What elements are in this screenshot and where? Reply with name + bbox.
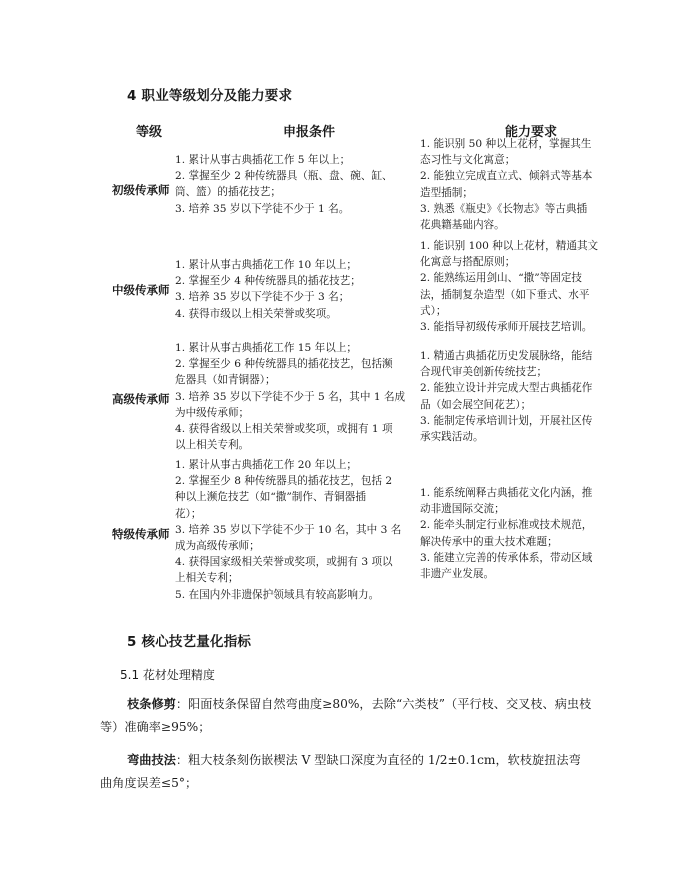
condition-line: 以上相关专利。 xyxy=(175,439,250,452)
section-4-heading: 4 职业等级划分及能力要求 xyxy=(127,88,293,104)
section-5-heading: 5 核心技艺量化指标 xyxy=(127,634,252,650)
condition-line: 1. 累计从事古典插花工作 15 年以上； xyxy=(175,342,358,354)
ability-line: 2. 能熟练运用剑山、“撒”等固定技 xyxy=(420,272,583,285)
ability-line: 动非遗国际交流； xyxy=(420,503,505,516)
ability-line: 式）； xyxy=(420,304,447,317)
row-abilities-cell xyxy=(420,485,618,582)
ability-line: 非遗产业发展。 xyxy=(420,568,495,581)
condition-line: 4. 获得国家级相关荣誉或奖项，或拥有 3 项以 xyxy=(175,556,393,569)
ability-line: 3. 能建立完善的传承体系，带动区域 xyxy=(420,551,593,564)
condition-line: 1. 累计从事古典插花工作 5 年以上； xyxy=(175,154,351,166)
row-abilities-cell xyxy=(420,238,618,335)
row-abilities-cell xyxy=(420,136,618,233)
ability-line: 态习性与文化寓意； xyxy=(420,154,516,167)
condition-line: 上相关专利； xyxy=(175,572,239,585)
table-header-abilities: 能力要求 xyxy=(505,125,558,140)
ability-line: 化寓意与搭配原则； xyxy=(420,256,516,269)
ability-line: 花典籍基础内容。 xyxy=(420,219,505,232)
row-conditions-cell xyxy=(175,257,421,322)
condition-line: 3. 培养 35 岁以下学徒不少于 10 名，其中 3 名 xyxy=(175,523,402,536)
ability-line: 承实践活动。 xyxy=(420,431,484,444)
condition-line: 2. 掌握至少 8 种传统器具的插花技艺，包括 2 xyxy=(175,475,393,488)
ability-line: 解决传承中的重大技术难题； xyxy=(420,535,558,548)
paragraph-term: 枝条修剪 xyxy=(127,697,176,711)
paragraph-text: ：阳面枝条保留自然弯曲度≥80%，去除“六类枝”（平行枝、交叉枝、病虫枝等）准确率≥95%； xyxy=(100,697,592,734)
ability-line: 2. 能独立完成直立式、倾斜式等基本 xyxy=(420,170,593,183)
condition-line: 2. 掌握至少 4 种传统器具的插花技艺； xyxy=(175,275,361,288)
row-conditions-cell xyxy=(175,340,421,453)
ability-line: 3. 熟悉《瓶史》《长物志》等古典插 xyxy=(420,202,588,215)
condition-line: 3. 培养 35 岁以下学徒不少于 5 名，其中 1 名成 xyxy=(175,390,406,403)
row-level-label: 中级传承师 xyxy=(112,283,170,297)
row-level-label: 初级传承师 xyxy=(112,183,170,197)
ability-line: 1. 能系统阐释古典插花文化内涵，推 xyxy=(420,487,593,499)
condition-line: 种以上濒危技艺（如“撒”制作、青铜器插 xyxy=(175,491,366,504)
table-header-conditions: 申报条件 xyxy=(283,125,336,140)
row-level-label: 特级传承师 xyxy=(112,527,170,541)
ability-line: 合现代审美创新传统技艺； xyxy=(420,366,548,379)
condition-line: 1. 累计从事古典插花工作 20 年以上； xyxy=(175,459,358,471)
table-header-level: 等级 xyxy=(136,125,163,140)
ability-line: 2. 能独立设计并完成大型古典插花作 xyxy=(420,382,593,395)
ability-line: 1. 能识别 100 种以上花材，精通其文 xyxy=(420,240,599,252)
ability-line: 1. 精通古典插花历史发展脉络，能结 xyxy=(420,350,593,362)
condition-line: 2. 掌握至少 6 种传统器具的插花技艺，包括濒 xyxy=(175,358,393,371)
ability-line: 法，插制复杂造型（如下垂式、水平 xyxy=(420,288,590,301)
ability-line: 3. 能制定传承培训计划，开展社区传 xyxy=(420,414,593,427)
condition-line: 4. 获得市级以上相关荣誉或奖项。 xyxy=(175,307,337,320)
condition-line: 4. 获得省级以上相关荣誉或奖项，或拥有 1 项 xyxy=(175,423,393,436)
paragraph xyxy=(100,693,592,739)
row-abilities-cell xyxy=(420,348,618,445)
paragraph-term: 弯曲技法 xyxy=(127,753,176,767)
condition-line: 筒、篮）的插花技艺； xyxy=(175,186,281,199)
ability-line: 1. 能识别 50 种以上花材，掌握其生 xyxy=(420,138,592,150)
row-conditions-cell xyxy=(175,457,421,603)
ability-line: 造型插制； xyxy=(420,186,473,199)
subsection-heading: 5.1 花材处理精度 xyxy=(120,668,215,682)
row-level-label: 高级传承师 xyxy=(112,392,170,406)
condition-line: 3. 培养 35 岁以下学徒不少于 3 名； xyxy=(175,291,350,304)
condition-line: 1. 累计从事古典插花工作 10 年以上； xyxy=(175,259,358,271)
row-conditions-cell xyxy=(175,152,421,217)
condition-line: 2. 掌握至少 2 种传统器具（瓶、盘、碗、缸、 xyxy=(175,170,393,183)
ability-line: 品（如会展空间花艺）； xyxy=(420,398,532,411)
condition-line: 3. 培养 35 岁以下学徒不少于 1 名。 xyxy=(175,202,350,215)
condition-line: 危器具（如青铜器）； xyxy=(175,374,276,387)
condition-line: 5. 在国内外非遗保护领域具有较高影响力。 xyxy=(175,588,380,601)
paragraph-text: ：粗大枝条刻伤嵌楔法 V 型缺口深度为直径的 1/2±0.1cm，软枝旋扭法弯曲角度误差≤5°； xyxy=(100,753,581,790)
condition-line: 花）； xyxy=(175,507,202,520)
condition-line: 成为高级传承师； xyxy=(175,540,260,553)
paragraph xyxy=(100,749,592,795)
condition-line: 为中级传承师； xyxy=(175,406,250,419)
ability-line: 2. 能牵头制定行业标准或技术规范， xyxy=(420,519,593,532)
ability-line: 3. 能指导初级传承师开展技艺培训。 xyxy=(420,321,593,334)
